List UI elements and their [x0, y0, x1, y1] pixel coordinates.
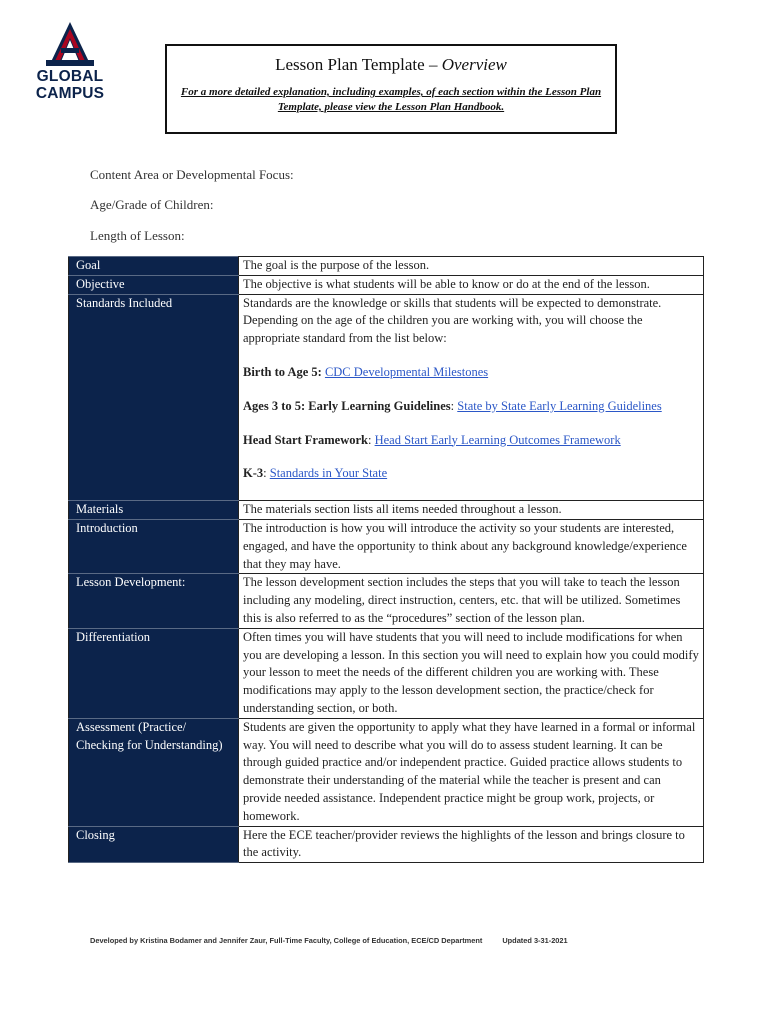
- table-row: [69, 294, 704, 501]
- introduction-text: The introduction is how you will introduce the activity so your students are interested, engaged, and have the opportunity to think about any background knowledge/experience that they may have.: [239, 519, 704, 573]
- logo-line-campus: CAMPUS: [35, 85, 105, 102]
- table-row: [69, 501, 704, 520]
- table-row: [69, 257, 704, 276]
- footer-updated: Updated 3-31-2021: [502, 936, 568, 945]
- arizona-a-icon: [44, 20, 96, 68]
- footer-credits: Developed by Kristina Bodamer and Jennifer Zaur, Full-Time Faculty, College of Education, ECE/CD Department: [90, 936, 483, 945]
- title-italic: Overview: [441, 55, 507, 74]
- objective-text: The objective is what students will be able to know or do at the end of the lesson.: [239, 275, 704, 294]
- closing-text: Here the ECE teacher/provider reviews the highlights of the lesson and brings closure to the activity.: [239, 826, 704, 863]
- age-grade-field: Age/Grade of Children:: [90, 197, 214, 212]
- standards-label: Standards Included: [69, 294, 239, 501]
- materials-text: The materials section lists all items needed throughout a lesson.: [239, 501, 704, 520]
- std-label: Ages 3 to 5: Early Learning Guidelines: [243, 398, 451, 413]
- footer: [90, 936, 568, 945]
- assessment-text: Students are given the opportunity to apply what they have learned in a formal or informal way. You will need to describe what you will do to assess student learning. It can be through guided practice and/or independent practice. Guided practice allows students to demonstrate their understanding of the material while the teacher is present and can provide needed assistance. Independent practice might be group work, projects, or homework.: [239, 718, 704, 826]
- table-row: [69, 574, 704, 628]
- table-row: [69, 718, 704, 826]
- title-main: Lesson Plan Template –: [275, 55, 442, 74]
- standards-cell: [239, 294, 704, 501]
- std-label: K-3: [243, 466, 264, 481]
- logo-line-global: GLOBAL: [36, 68, 104, 85]
- std-sep: :: [367, 432, 372, 447]
- head-start-framework-link[interactable]: Head Start Early Learning Outcomes Framework: [374, 432, 621, 447]
- introduction-label: Introduction: [69, 519, 239, 573]
- standard-birth-to-5: [243, 364, 699, 382]
- std-sep: :: [450, 398, 455, 413]
- lesson-plan-table: [68, 256, 704, 863]
- cdc-milestones-link[interactable]: CDC Developmental Milestones: [324, 364, 489, 379]
- page-title: [167, 55, 615, 75]
- std-label: Birth to Age 5:: [243, 364, 322, 379]
- lesson-development-text: The lesson development section includes the steps that you will take to teach the lesson including any modeling, direct instruction, centers, etc. that will be utilized. Sometimes this is also referred to as the “procedures” section of the lesson plan.: [239, 574, 704, 628]
- differentiation-label: Differentiation: [69, 628, 239, 718]
- lesson-length-field: Length of Lesson:: [90, 228, 185, 243]
- standard-ages-3-5: [243, 398, 699, 416]
- lesson-development-label: Lesson Development:: [69, 574, 239, 628]
- std-label: Head Start Framework: [243, 432, 368, 447]
- std-sep: :: [263, 466, 267, 481]
- handbook-note: For a more detailed explanation, including examples, of each section within the Lesson Plan Template, please view the Lesson Plan Handbook.: [180, 86, 602, 113]
- global-campus-logo: [30, 20, 110, 102]
- content-area-field: Content Area or Developmental Focus:: [90, 167, 294, 182]
- assessment-label: Assessment (Practice/ Checking for Understanding): [69, 718, 239, 826]
- table-row: [69, 275, 704, 294]
- state-guidelines-link[interactable]: State by State Early Learning Guidelines: [457, 398, 662, 413]
- table-row: [69, 628, 704, 718]
- table-row: [69, 826, 704, 863]
- goal-text: The goal is the purpose of the lesson.: [239, 257, 704, 276]
- table-row: [69, 519, 704, 573]
- differentiation-text: Often times you will have students that you will need to include modifications for when you are developing a lesson. In this section you will need to explain how you could modify your lesson to meet the needs of the different children you are working with. These modifications may apply to the lesson development section, the practice/check for understanding section, or both.: [239, 628, 704, 718]
- closing-label: Closing: [69, 826, 239, 863]
- standard-k3: [243, 465, 699, 483]
- objective-label: Objective: [69, 275, 239, 294]
- standards-text: Standards are the knowledge or skills that students will be expected to demonstrate. Depending on the age of the children you are working with, you will choose the appropriate standard from the list below:: [243, 295, 662, 346]
- state-standards-link[interactable]: Standards in Your State: [269, 466, 388, 481]
- goal-label: Goal: [69, 257, 239, 276]
- materials-label: Materials: [69, 501, 239, 520]
- standard-head-start: [243, 432, 699, 450]
- title-box: [165, 44, 617, 134]
